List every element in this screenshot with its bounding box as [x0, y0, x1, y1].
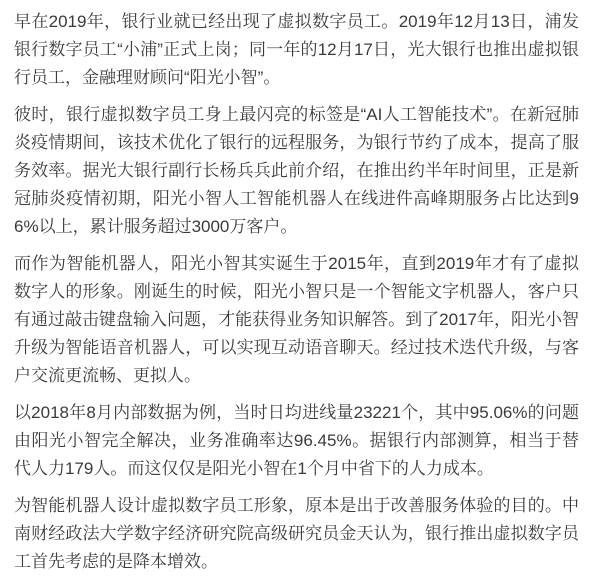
article-paragraph: 早在2019年，银行业就已经出现了虚拟数字员工。2019年12月13日，浦发银行数字员工“小浦”正式上岗；同一年的12月17日，光大银行也推出虚拟银行员工，金融理财顾问“阳光小智”。 — [14, 12, 579, 87]
article-paragraph: 而作为智能机器人，阳光小智其实诞生于2015年，直到2019年才有了虚拟数字人的形象。刚诞生的时候，阳光小智只是一个智能文字机器人，客户只有通过敲击键盘输入问题，才能获得业务知识解答。到了2017年，阳光小智升级为智能语音机器人，可以实现互动语音聊天。经过技术迭代升级，与客户交流更流畅、更拟人。 — [14, 254, 579, 385]
article-paragraph: 为智能机器人设计虚拟数字员工形象，原本是出于改善服务体验的目的。中南财经政法大学数字经济研究院高级研究员金天认为，银行推出虚拟数字员工首先考虑的是降本增效。 — [14, 496, 579, 571]
article-paragraph: 彼时，银行虚拟数字员工身上最闪亮的标签是“AI人工智能技术”。在新冠肺炎疫情期间，该技术优化了银行的远程服务，为银行节约了成本，提高了服务效率。据光大银行副行长杨兵兵此前介绍，在推出约半年时间里，正是新冠肺炎疫情初期，阳光小智人工智能机器人在线进件高峰期服务占比达到96%以上，累计服务超过3000万客户。 — [14, 105, 579, 236]
article-paragraph: 以2018年8月内部数据为例，当时日均进线量23221个，其中95.06%的问题由阳光小智完全解决，业务准确率达96.45%。据银行内部测算，相当于替代人力179人。而这仅仅是阳光小智在1个月中省下的人力成本。 — [14, 403, 579, 478]
